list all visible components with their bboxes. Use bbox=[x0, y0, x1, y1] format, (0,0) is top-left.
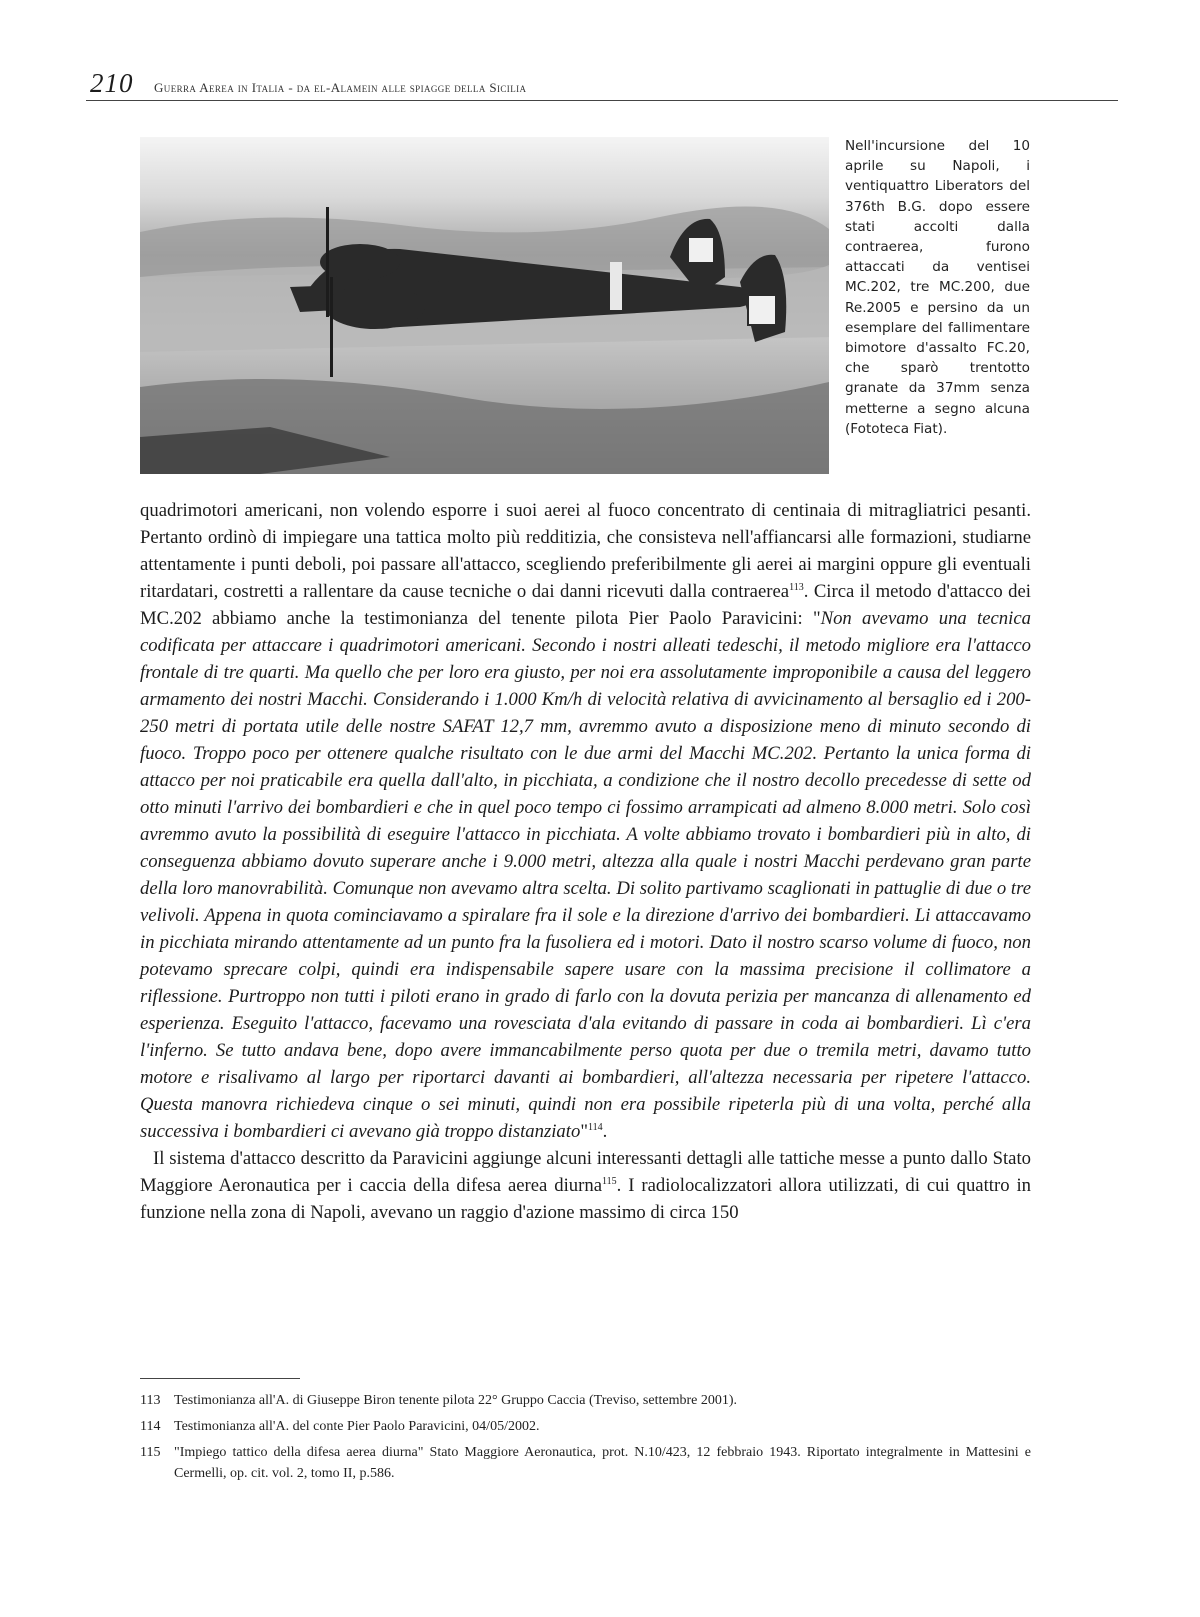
footnote-115 bbox=[140, 1442, 1031, 1484]
body-text-segment: . Circa il metodo d'attacco dei MC.202 abbiamo anche la testimonianza del tenente pilota Pier Paolo Paravicini: " bbox=[140, 581, 1032, 629]
page-header bbox=[86, 66, 1118, 101]
running-title: Guerra Aerea in Italia - da el-Alamein alle spiagge della Sicilia bbox=[154, 80, 527, 95]
footnote-text: Testimonianza all'A. di Giuseppe Biron tenente pilota 22° Gruppo Caccia (Treviso, settembre 2001). bbox=[174, 1393, 737, 1408]
body-text-segment: Il sistema d'attacco descritto da Paravicini aggiunge alcuni interessanti dettagli alle tattiche messe a punto dallo Stato Maggiore Aeronautica per i caccia della difesa aerea diurna bbox=[140, 1148, 1031, 1196]
footnote-114 bbox=[140, 1416, 1031, 1437]
quote-close: " bbox=[580, 1121, 588, 1142]
sentence-end: . bbox=[602, 1121, 608, 1142]
aircraft-photo bbox=[140, 137, 829, 474]
footnote-number: 113 bbox=[140, 1393, 161, 1408]
page-number: 210 bbox=[90, 68, 134, 98]
photo-caption: Nell'incursione del 10 aprile su Napoli, i ventiquattro Liberators del 376th B.G. dopo essere stati accolti dalla contraerea, furono attaccati da ventisei MC.202, tre MC.200, due Re.2005 e persino da un esemplare del fallimentare bimotore d'assalto FC.20, che sparò trentotto granate da 37mm senza metterne a segno alcuna (Fototeca Fiat). bbox=[845, 138, 1030, 437]
body-text-segment: . I radiolocalizzatori allora utilizzati, di cui quattro in funzione nella zona di Napoli, avevano un raggio d'azione massimo di circa 150 bbox=[140, 1175, 1031, 1223]
body-paragraph-2 bbox=[140, 1145, 1031, 1226]
footnotes bbox=[140, 1390, 1031, 1489]
quoted-testimony: Non avevamo una tecnica codificata per attaccare i quadrimotori americani. Secondo i nostri alleati tedeschi, il metodo migliore era l'attacco frontale di tre quarti. Ma quello che per loro era giusto, per noi era assolutamente improponibile a causa del leggero armamento dei nostri Macchi. Considerando i 1.000 Km/h di velocità relativa di avvicinamento al bersaglio ed i 200-250 metri di portata utile delle nostre SAFAT 12,7 mm, avremmo avuto a disposizione meno di minuto secondo di fuoco. Troppo poco per ottenere qualche risultato con le due armi del Macchi MC.202. Pertanto la unica forma di attacco per noi praticabile era quella dall'alto, in picchiata, a condizione che il nostro decollo precedesse di sette od otto minuti l'arrivo dei bombardieri e che in quel poco tempo ci fossimo arrampicati ad almeno 8.000 metri. Solo così avremmo avuto la possibilità di eseguire l'attacco in picchiata. A volte abbiamo trovato i bombardieri più in alto, di conseguenza abbiamo dovuto superare anche i 9.000 metri, altezza alla quale i nostri Macchi perdevano gran parte della loro manovrabilità. Comunque non avevamo altra scelta. Di solito partivamo scaglionati in pattuglie di due o tre velivoli. Appena in quota cominciavamo a spiralare fra il sole e la direzione d'arrivo dei bombardieri. Li attaccavamo in picchiata mirando attentamente ad un punto fra la fusoliera ed i motori. Dato il nostro scarso volume di fuoco, non potevamo sprecare colpi, quindi era indispensabile sapere usare con la massima precisione il collimatore a riflessione. Purtroppo non tutti i piloti erano in grado di farlo con la dovuta perizia per mancanza di allenamento ed esperienza. Eseguito l'attacco, facevamo una rovesciata d'ala evitando di passare in coda ai bombardieri. Lì c'era l'inferno. Se tutto andava bene, dopo avere immancabilmente perso quota per due o tremila metri, davamo tutto motore e risalivamo al largo per riportarci davanti ai bombardieri, all'altezza necessaria per ripetere l'attacco. Questa manovra richiedeva cinque o sei minuti, quindi non era possibile ripeterla più di una volta, perché alla successiva i bombardieri ci avevano già troppo distanziato bbox=[140, 608, 1031, 1142]
body-paragraph-1 bbox=[140, 497, 1031, 1145]
footnote-divider bbox=[140, 1378, 300, 1379]
footnote-113 bbox=[140, 1390, 1031, 1411]
footnote-number: 114 bbox=[140, 1419, 161, 1434]
footnote-text: Testimonianza all'A. del conte Pier Paolo Paravicini, 04/05/2002. bbox=[174, 1419, 540, 1434]
footnote-ref-113[interactable]: 113 bbox=[789, 582, 804, 593]
footnote-text: "Impiego tattico della difesa aerea diurna" Stato Maggiore Aeronautica, prot. N.10/423, 12 febbraio 1943. Riportato integralmente in Mattesini e Cermelli, op. cit. vol. 2, tomo II, p.586. bbox=[174, 1445, 1031, 1481]
footnote-ref-115[interactable]: 115 bbox=[602, 1176, 617, 1187]
body-text-segment: quadrimotori americani, non volendo esporre i suoi aerei al fuoco concentrato di centinaia di mitragliatrici pesanti. Pertanto ordinò di impiegare una tattica molto più redditizia, che consisteva nell'affiancarsi alle formazioni, studiarne attentamente i punti deboli, poi passare all'attacco, scegliendo preferibilmente gli aerei ai margini oppure gli eventuali ritardatari, costretti a rallentare da cause tecniche o dai danni ricevuti dalla contraerea bbox=[140, 500, 1031, 602]
footnote-ref-114[interactable]: 114 bbox=[587, 1122, 603, 1133]
footnote-number: 115 bbox=[140, 1445, 161, 1460]
body-text bbox=[140, 497, 1031, 1226]
